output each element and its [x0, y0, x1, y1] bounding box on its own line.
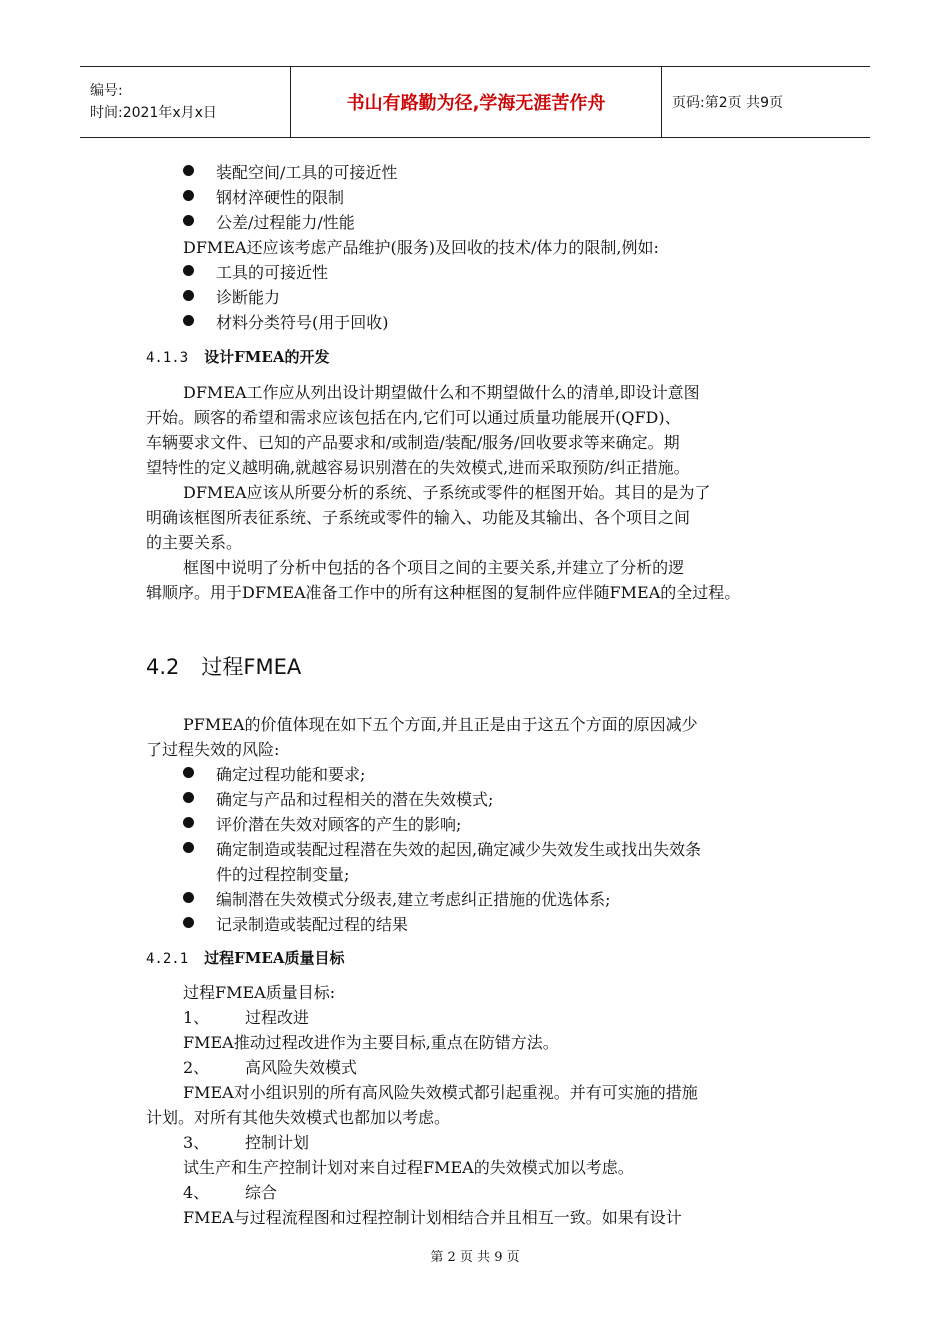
goal-title: 控制计划 [245, 1133, 310, 1152]
header-page-info [662, 67, 870, 137]
list-item: 装配空间/工具的可接近性 [216, 163, 398, 182]
paragraph-line: 开始。顾客的希望和需求应该包括在内,它们可以通过质量功能展开(QFD)、 [146, 408, 681, 427]
header-meta [80, 67, 290, 137]
list-item: 钢材淬硬性的限制 [216, 188, 345, 207]
paragraph-line: DFMEA工作应从列出设计期望做什么和不期望做什么的清单,即设计意图 [183, 383, 700, 402]
paragraph-line: DFMEA应该从所要分析的系统、子系统或零件的框图开始。其目的是为了 [183, 483, 711, 502]
goal-number: 4、 [183, 1183, 210, 1202]
section-number: 4.1.3 [146, 350, 189, 366]
section-title: 过程FMEA质量目标 [204, 949, 345, 967]
page-footer: 第 2 页 共 9 页 [430, 1250, 520, 1265]
goal-text: FMEA与过程流程图和过程控制计划相结合并且相互一致。如果有设计 [183, 1208, 682, 1227]
paragraph-line: 车辆要求文件、已知的产品要求和/或制造/装配/服务/回收要求等来确定。期 [146, 433, 680, 452]
bullet-icon [183, 792, 194, 803]
paragraph-line: 框图中说明了分析中包括的各个项目之间的主要关系,并建立了分析的逻 [183, 558, 685, 577]
goal-title: 综合 [245, 1183, 278, 1202]
section-number: 4.2.1 [146, 951, 189, 967]
bullet-icon [183, 165, 194, 176]
goal-title: 高风险失效模式 [245, 1058, 358, 1077]
section-heading-4-1-3 [146, 346, 329, 367]
list-item: 编制潜在失效模式分级表,建立考虑纠正措施的优选体系; [216, 890, 611, 909]
goals-intro: 过程FMEA质量目标: [183, 983, 336, 1002]
goal-text: 计划。对所有其他失效模式也都加以考虑。 [146, 1108, 451, 1127]
bullet-icon [183, 215, 194, 226]
bullet-icon [183, 892, 194, 903]
goal-text: FMEA推动过程改进作为主要目标,重点在防错方法。 [183, 1033, 559, 1052]
goal-number: 2、 [183, 1058, 210, 1077]
bullet-icon [183, 842, 194, 853]
section-title: 设计FMEA的开发 [204, 348, 330, 366]
section-heading-4-2-1 [146, 947, 344, 968]
bullet-icon [183, 315, 194, 326]
section-number: 4.2 [146, 655, 180, 679]
goal-number: 3、 [183, 1133, 210, 1152]
bullet-icon [183, 917, 194, 928]
page-info-text: 页码:第2页 共9页 [672, 95, 783, 111]
list-item: 材料分类符号(用于回收) [216, 313, 389, 332]
list-item: 评价潜在失效对顾客的产生的影响; [216, 815, 462, 834]
paragraph-line: 辑顺序。用于DFMEA准备工作中的所有这种框图的复制件应伴随FMEA的全过程。 [146, 583, 741, 602]
motto-text: 书山有路勤为径,学海无涯苦作舟 [346, 93, 606, 114]
list-item: 确定过程功能和要求; [216, 765, 366, 784]
number-label: 编号: [90, 83, 123, 99]
list-item: 诊断能力 [216, 288, 281, 307]
list-item: 确定制造或装配过程潜在失效的起因,确定减少失效发生或找出失效条 [216, 840, 702, 859]
goal-text: 试生产和生产控制计划对来自过程FMEA的失效模式加以考虑。 [183, 1158, 634, 1177]
time-label: 时间:2021年x月x日 [90, 105, 217, 121]
header-motto [290, 67, 662, 137]
paragraph-line: 望特性的定义越明确,就越容易识别潜在的失效模式,进而采取预防/纠正措施。 [146, 458, 690, 477]
bullet-icon [183, 817, 194, 828]
list-item: 工具的可接近性 [216, 263, 329, 282]
paragraph-line: 了过程失效的风险: [146, 740, 280, 759]
section-title: 过程FMEA [201, 655, 302, 679]
page-header [80, 66, 870, 138]
goal-title: 过程改进 [245, 1008, 310, 1027]
list-item: 确定与产品和过程相关的潜在失效模式; [216, 790, 494, 809]
paragraph-line: DFMEA还应该考虑产品维护(服务)及回收的技术/体力的限制,例如: [183, 238, 659, 257]
section-heading-4-2 [146, 651, 301, 681]
list-item: 公差/过程能力/性能 [216, 213, 355, 232]
paragraph-line: PFMEA的价值体现在如下五个方面,并且正是由于这五个方面的原因减少 [183, 715, 698, 734]
bullet-icon [183, 290, 194, 301]
paragraph-line: 明确该框图所表征系统、子系统或零件的输入、功能及其输出、各个项目之间 [146, 508, 691, 527]
bullet-icon [183, 767, 194, 778]
bullet-icon [183, 265, 194, 276]
list-item: 记录制造或装配过程的结果 [216, 915, 409, 934]
bullet-icon [183, 190, 194, 201]
paragraph-line: 的主要关系。 [146, 533, 243, 552]
goal-text: FMEA对小组识别的所有高风险失效模式都引起重视。并有可实施的措施 [183, 1083, 698, 1102]
list-item-continuation: 件的过程控制变量; [216, 865, 350, 884]
goal-number: 1、 [183, 1008, 210, 1027]
